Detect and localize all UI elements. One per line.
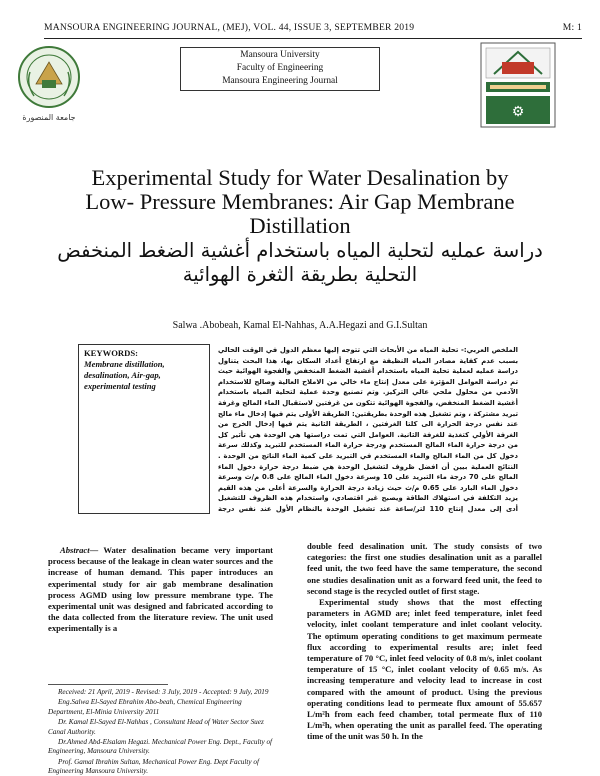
arabic-title-line-2: التحلية بطريقة الثغرة الهوائية (182, 263, 418, 286)
right-paragraph-2: Experimental study shows that the most effecting parameters in AGMD are; inlet feed temperature, inlet feed velocity, inlet coolant temperature and inlet coolant velocity. The optimum operating conditions to get maximum permeate flux according to experimental results are; inlet feed temperature of 70 °C, inlet feed velocity of 0.8 m/s, inlet coolant temperature of 15 °C, inlet coolant velocity of 0.65 m/s. As increasing temperature and velocity lead to increase in cost compared with the amount of product. Using the previous operating conditions lead to permeate flux amount of 55.657 L/m²h from each feed chamber, total permeate flux of 110 L/m²h, when operating the unit as parallel feed. The operating time of the unit was 50 h. In the (307, 597, 542, 742)
arabic-abstract-text: الملخص العربي:- تحلية المياه من الأبحاث التي تتوجه إليها معظم الدول في الوقت الحالي بسبب عدم كفاية مصادر المياه النظيفة مع ارتفاع أعداد السكان بها، هذا البحث يتناول دراسة عمليه لعملية تحلية المياه باستخدام أغشية الضغط المنخفض والفجوة الهوائية حيث تم دراسة العوامل المؤثرة على معدل إنتاج ماء خالي من الاملاح العالية وصالح للاستخدام الآدمي من محلول ملحي عالي التركيز. وتم تصنيع وحدة عملية لتحلية المياه باستخدام أغشية الضغط المنخفض، والفجوة الهوائية تتكون من غرفتين لاستقبال الماء المالح وغرفة تبريد مشتركة ، وتم تشغيل هذه الوحدة بطريقتين: الطريقة الأولى يتم فيها إدخال ماء مالح عند نفس درجة الحرارة الى كلتا الغرفتين ، الطريقة الثانية يتم فيها إدخال الخرج من الغرفة الأولي كتغذية للغرفة الثانية. العوامل التي تمت دراستها هي الوحدة هي تأثير كل من درجة حرارة الماء المالح المستخدم ودرجة حرارة الماء المستخدم للتبريد وكذلك سرعة دخول كل من الماء المالح والماء المستخدم في التبريد على كمية الماء الناتج من الوحدة . النتائج العملية بيين أن افضل ظروف لتشغيل الوحدة هي ضبط درجة حرارة دخول الماء المالح على 70 درجة ماء التبريد على 10 وسرعة دخول الماء المالح على 0.8 م/ث وسرعة دخول الماء البارد على 0.65 م/ث حيث زيادة درجة الحرارة والسرعة أعلى من هذه القيم يزيد التكلفة في استهلاك الطاقة ويصبح غير اقتصادي، واستخدام هذه الظروف للتشغيل أدى إلى معدل إنتاج 110 لتر/ساعة عند تشغيل الوحدة بالنظام الأول عند نفس درجة (218, 346, 518, 513)
header-rule (44, 38, 582, 39)
university-seal-logo (16, 44, 82, 126)
university-name: Mansoura University (240, 50, 320, 60)
footnotes (48, 688, 273, 776)
authors: Salwa .Abobeah, Kamal El-Nahhas, A.A.Hegazi and G.I.Sultan (172, 320, 428, 331)
right-paragraph-1: double feed desalination unit. The study consists of two categories: the first one studies desalination unit as a parallel feed unit, the two feed have the same temperature, the second one studies desalination unit as a forward feed unit, the feed to second stage is the recycled outlet of first stage. (307, 541, 542, 596)
keywords-box (78, 344, 210, 514)
arabic-abstract (218, 345, 518, 515)
footnote-author-2: Dr. Kamal El-Sayed El-Nahhas , Consultant Head of Water Sector Suez Canal Authority. (48, 718, 264, 736)
footnote-author-3: Dr.Ahmed Abd-Elsalam Hegazi. Mechanical Power Eng. Dept., Faculty of Engineering, Mansoura University. (48, 738, 273, 756)
abstract-text: Water desalination became very important process because of the leakage in clean water sources and the increase of human demand. This paper introduces an experimental study for air gab membrane desalination process AGMD using low pressure membrane type. The experimental unit was designed and fabricated according to the data collected from the literature review. The unit used experimentally is a (48, 545, 273, 634)
title-line-3: Distillation (249, 213, 351, 238)
journal-name: Mansoura Engineering Journal (222, 76, 338, 86)
title-line-2: Low- Pressure Membranes: Air Gap Membrane (85, 189, 515, 214)
footnote-author-4: Prof. Gamal Ibrahim Sultan, Mechanical Power Eng. Dept Faculty of Engineering Mansoura University. (48, 757, 259, 776)
abstract-column (48, 545, 273, 635)
arabic-title-line-1: دراسة عمليه لتحلية المياه باستخدام أغشية الضغط المنخفض (57, 239, 543, 262)
footnote-author-1: Eng.Salwa El-Sayed Ebrahim Abo-beah, Chemical Engineering Department, El-Minia University 2011 (48, 698, 242, 716)
svg-text:⚙: ⚙ (511, 104, 525, 120)
journal-citation: MANSOURA ENGINEERING JOURNAL, (MEJ), VOL. 44, ISSUE 3, SEPTEMBER 2019 (44, 22, 415, 33)
keywords-text: Membrane distillation, desalination, Air-gap, experimental testing (84, 359, 165, 391)
seal-caption: جامعة المنصورة (22, 113, 76, 122)
title-line-1: Experimental Study for Water Desalination by (91, 165, 509, 190)
received-dates: Received: 21 April, 2019 - Revised: 3 July, 2019 - Accepted: 9 July, 2019 (58, 688, 269, 696)
keywords-label: KEYWORDS: (84, 348, 138, 358)
faculty-emblem-logo (480, 42, 556, 128)
faculty-name: Faculty of Engineering (236, 63, 324, 73)
abstract-label: Abstract— (60, 545, 99, 555)
footnote-rule (48, 684, 168, 685)
university-header-box (180, 47, 380, 91)
page-number: M: 1 (562, 22, 582, 33)
running-head (44, 22, 582, 36)
right-column (307, 541, 542, 743)
